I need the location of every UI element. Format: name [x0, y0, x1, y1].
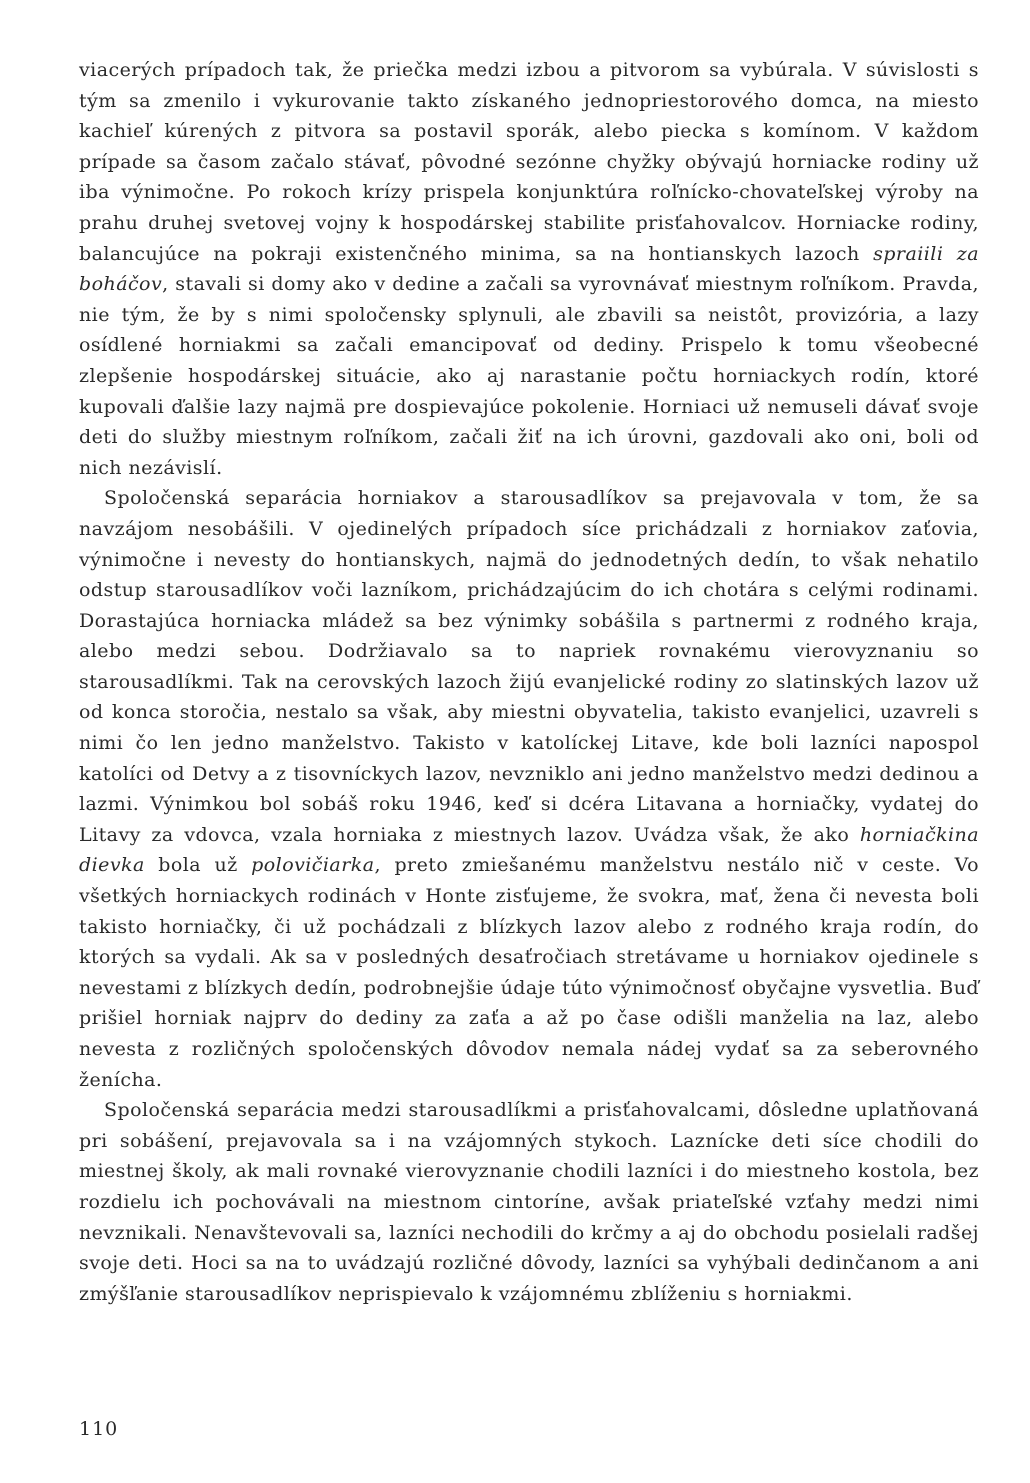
body-text [79, 55, 979, 1309]
paragraph-1 [79, 55, 979, 483]
paragraph-2-run-5: , preto zmiešanému manželstvu nestálo nič v ceste. Vo všetkých horniackych rodinách v Honte zisťujeme, že svokra, mať, žena či nevesta boli takisto horniačky, či už pochádzali z blízkych lazov alebo z rodného kraja rodín, do ktorých sa vydali. Ak sa v posledných desaťročiach stretávame u horniakov ojedinele s nevestami z blízkych dedín, podrobnejšie údaje túto výnimočnosť obyčajne vysvetlia. Buď prišiel horniak najprv do dediny za zaťa a až po čase odišli manželia na laz, alebo nevesta z rozličných spoločenských dôvodov nemala nádej vydať sa za seberovného ženícha. [79, 854, 979, 1091]
paragraph-2-run-1: Spoločenská separácia horniakov a starousadlíkov sa prejavovala v tom, že sa navzájom nesobášili. V ojedinelých prípadoch síce prichádzali z horniakov zaťovia, výnimočne i nevesty do hontianskych, najmä do jednodetných dedín, to však nehatilo odstup starousadlíkov voči lazníkom, prichádzajúcim do ich chotára s celými rodinami. Dorastajúca horniacka mládež sa bez výnimky sobášila s partnermi z rodného kraja, alebo medzi sebou. Dodržiavalo sa to napriek rovnakému vierovyznaniu so starousadlíkmi. Tak na cerovských lazoch žijú evanjelické rodiny zo slatinských lazov už od konca storočia, nestalo sa však, aby miestni obyvatelia, takisto evanjelici, uzavreli s nimi čo len jedno manželstvo. Takisto v katolíckej Litave, kde boli lazníci napospol katolíci od Detvy a z tisovníckych lazov, nevzniklo ani jedno manželstvo medzi dedinou a lazmi. Výnimkou bol sobáš roku 1946, keď si dcéra Litavana a horniačky, vydatej do Litavy za vdovca, vzala horniaka z miestnych lazov. Uvádza však, že ako [79, 487, 979, 846]
paragraph-2-italic-run-2: polovičiarka [251, 854, 375, 877]
paragraph-3 [79, 1095, 979, 1309]
paragraph-1-italic-run: spraiili za boháčov [79, 242, 979, 296]
paragraph-3-run-1: Spoločenská separácia medzi starousadlíkmi a prisťahovalcami, dôsledne uplatňovaná pri sobášení, prejavovala sa i na vzájomných stykoch. Laznícke deti síce chodili do miestnej školy, ak mali rovnaké vierovyznanie chodili lazníci i do miestneho kostola, bez rozdielu ich pochovávali na miestnom cintoríne, avšak priateľské vzťahy medzi nimi nevznikali. Nenavštevovali sa, lazníci nechodili do krčmy a aj do obchodu posielali radšej svoje deti. Hoci sa na to uvádzajú rozličné dôvody, lazníci sa vyhýbali dedinčanom a ani zmýšľanie starousadlíkov neprispievalo k vzájomnému zblíženiu s horniakmi. [79, 1099, 979, 1305]
paragraph-2-run-3: bola už [144, 854, 252, 877]
paragraph-2-italic-run-1: horniačkina dievka [79, 823, 979, 877]
page-number: 110 [79, 1418, 119, 1440]
paragraph-1-run-1: viacerých prípadoch tak, že priečka medzi izbou a pitvorom sa vybúrala. V súvislosti s tým sa zmenilo i vykurovanie takto získaného jednopriestorového domca, na miesto kachieľ kúrených z pitvora sa postavil sporák, alebo piecka s komínom. V každom prípade sa časom začalo stávať, pôvodné sezónne chyžky obývajú horniacke rodiny už iba výnimočne. Po rokoch krízy prispela konjunktúra roľnícko-chovateľskej výroby na prahu druhej svetovej vojny k hospodárskej stabilite prisťahovalcov. Horniacke rodiny, balancujúce na pokraji existenčného minima, sa na hontianskych lazoch [79, 59, 979, 265]
paragraph-2 [79, 483, 979, 1095]
page [79, 55, 979, 1309]
paragraph-1-run-3: , stavali si domy ako v dedine a začali sa vyrovnávať miestnym roľníkom. Pravda, nie tým, že by s nimi spoločensky splynuli, ale zbavili sa neistôt, provizória, a lazy osídlené horniakmi sa začali emancipovať od dediny. Prispelo k tomu všeobecné zlepšenie hospodárskej situácie, ako aj narastanie počtu horniackych rodín, ktoré kupovali ďalšie lazy najmä pre dospievajúce pokolenie. Horniaci už nemuseli dávať svoje deti do služby miestnym roľníkom, začali žiť na ich úrovni, gazdovali ako oni, boli od nich nezávislí. [79, 273, 979, 479]
